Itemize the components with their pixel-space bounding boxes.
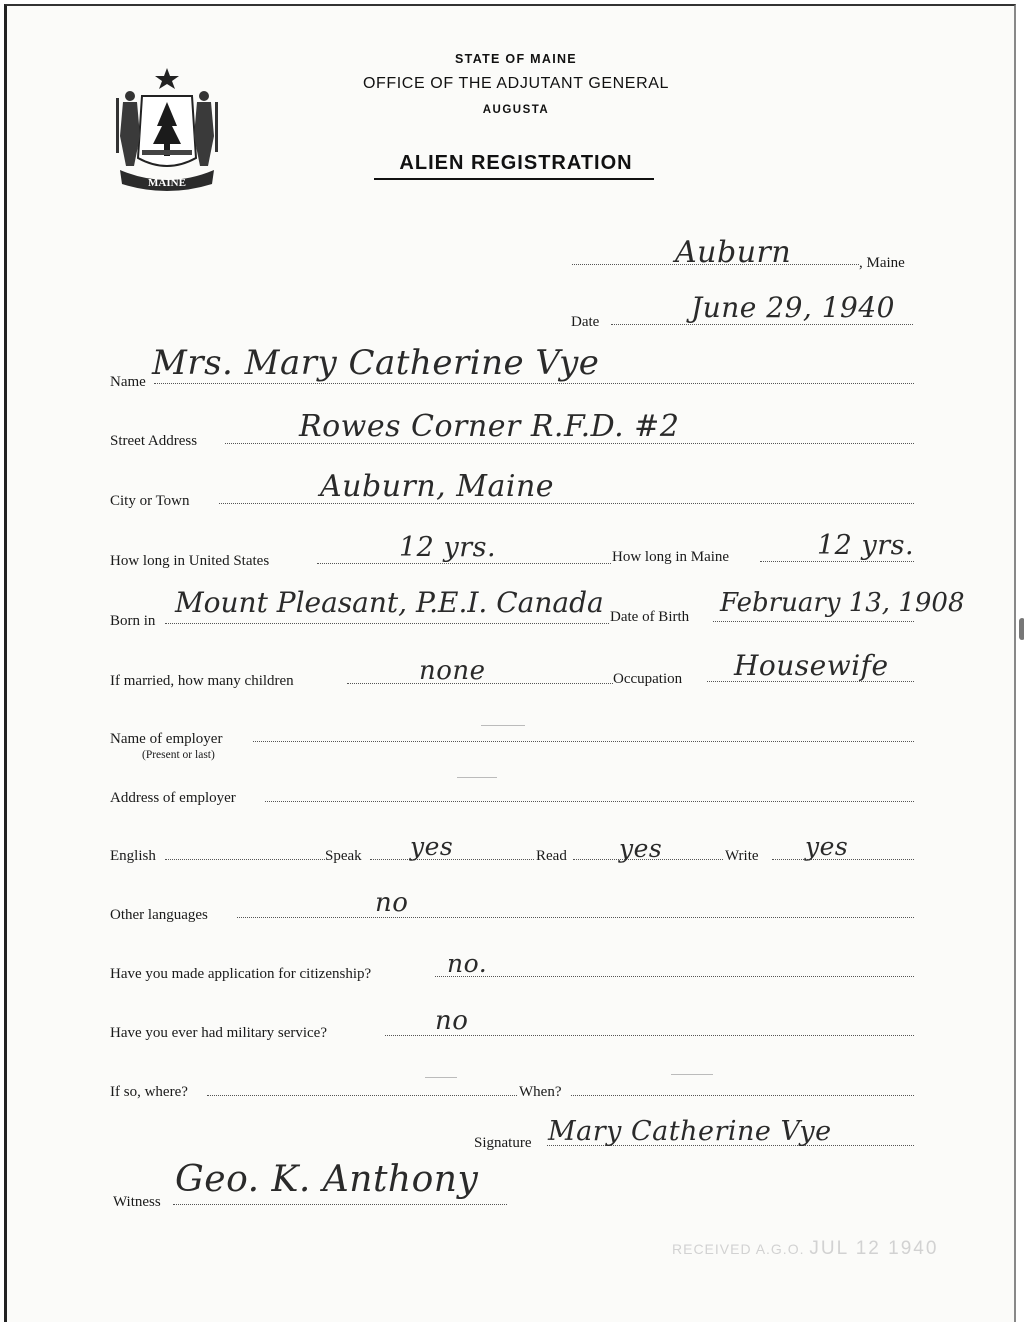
name-value: Mrs. Mary Catherine Vye	[152, 343, 600, 383]
city-label: City or Town	[110, 493, 190, 509]
form-title: ALIEN REGISTRATION	[399, 152, 633, 174]
office-heading: OFFICE OF THE ADJUTANT GENERAL	[362, 75, 670, 92]
born-in-line	[165, 623, 609, 624]
employer-note-label: (Present or last)	[142, 749, 215, 761]
date-line	[611, 324, 913, 325]
occupation-label: Occupation	[613, 671, 683, 687]
citizenship-value: no.	[447, 949, 488, 978]
other-languages-label: Other languages	[110, 907, 208, 923]
children-label: If married, how many children	[110, 673, 294, 689]
when-line	[571, 1095, 914, 1096]
speak-label: Speak	[325, 848, 362, 864]
born-in-value: Mount Pleasant, P.E.I. Canada	[175, 586, 604, 619]
state-heading: STATE OF MAINE	[455, 52, 577, 66]
how-long-maine-line	[760, 561, 914, 562]
when-blank-mark	[671, 1074, 713, 1075]
signature-label: Signature	[474, 1135, 532, 1151]
how-long-maine-label: How long in Maine	[612, 549, 730, 565]
other-languages-value: no	[375, 888, 409, 918]
employer-name-blank-mark	[481, 725, 525, 726]
occupation-value: Housewife	[734, 649, 889, 682]
if-so-where-label: If so, where?	[110, 1084, 188, 1100]
how-long-us-line	[317, 563, 611, 564]
state-suffix-label: , Maine	[859, 255, 905, 271]
witness-label: Witness	[113, 1194, 161, 1210]
employer-address-blank-mark	[457, 777, 497, 778]
read-value: yes	[619, 834, 663, 863]
scan-edge-mark	[1019, 618, 1024, 640]
signature-value: Mary Catherine Vye	[548, 1116, 832, 1147]
street-value: Rowes Corner R.F.D. #2	[299, 409, 680, 444]
alien-registration-form	[4, 4, 1016, 1322]
speak-value: yes	[410, 832, 454, 861]
citizenship-label: Have you made application for citizenship?	[110, 966, 372, 982]
when-label: When?	[519, 1084, 562, 1100]
employer-address-line	[265, 801, 914, 802]
received-stamp-date: JUL 12 1940	[809, 1238, 939, 1259]
city-heading: AUGUSTA	[482, 104, 550, 116]
town-value: Auburn	[675, 235, 792, 270]
title-underline	[374, 178, 654, 180]
street-label: Street Address	[110, 433, 198, 449]
how-long-us-label: How long in United States	[110, 553, 270, 569]
received-stamp-prefix: RECEIVED A.G.O.	[672, 1241, 805, 1257]
date-value: June 29, 1940	[691, 291, 895, 324]
english-line	[165, 859, 325, 860]
witness-value: Geo. K. Anthony	[175, 1159, 479, 1200]
date-label: Date	[571, 314, 600, 330]
city-value: Auburn, Maine	[320, 469, 555, 504]
read-label: Read	[536, 848, 567, 864]
where-line	[207, 1095, 517, 1096]
name-line	[154, 383, 914, 384]
seal-banner: MAINE	[148, 177, 186, 189]
born-in-label: Born in	[110, 613, 156, 629]
how-long-maine-value: 12 yrs.	[817, 530, 915, 561]
employer-name-line	[253, 741, 914, 742]
military-value: no	[435, 1006, 469, 1036]
date-of-birth-line	[713, 621, 914, 622]
employer-address-label: Address of employer	[110, 790, 236, 806]
write-label: Write	[725, 848, 759, 864]
where-blank-mark	[425, 1077, 457, 1078]
write-value: yes	[805, 832, 849, 861]
children-value: none	[419, 656, 486, 686]
citizenship-line	[435, 976, 914, 977]
other-languages-line	[237, 917, 914, 918]
received-stamp	[672, 1238, 938, 1260]
witness-line	[173, 1204, 507, 1205]
how-long-us-value: 12 yrs.	[399, 532, 497, 563]
military-label: Have you ever had military service?	[110, 1025, 327, 1041]
english-label: English	[110, 848, 156, 864]
name-label: Name	[110, 374, 146, 390]
date-of-birth-label: Date of Birth	[610, 609, 690, 625]
employer-name-label: Name of employer	[110, 731, 223, 747]
date-of-birth-value: February 13, 1908	[720, 588, 965, 618]
